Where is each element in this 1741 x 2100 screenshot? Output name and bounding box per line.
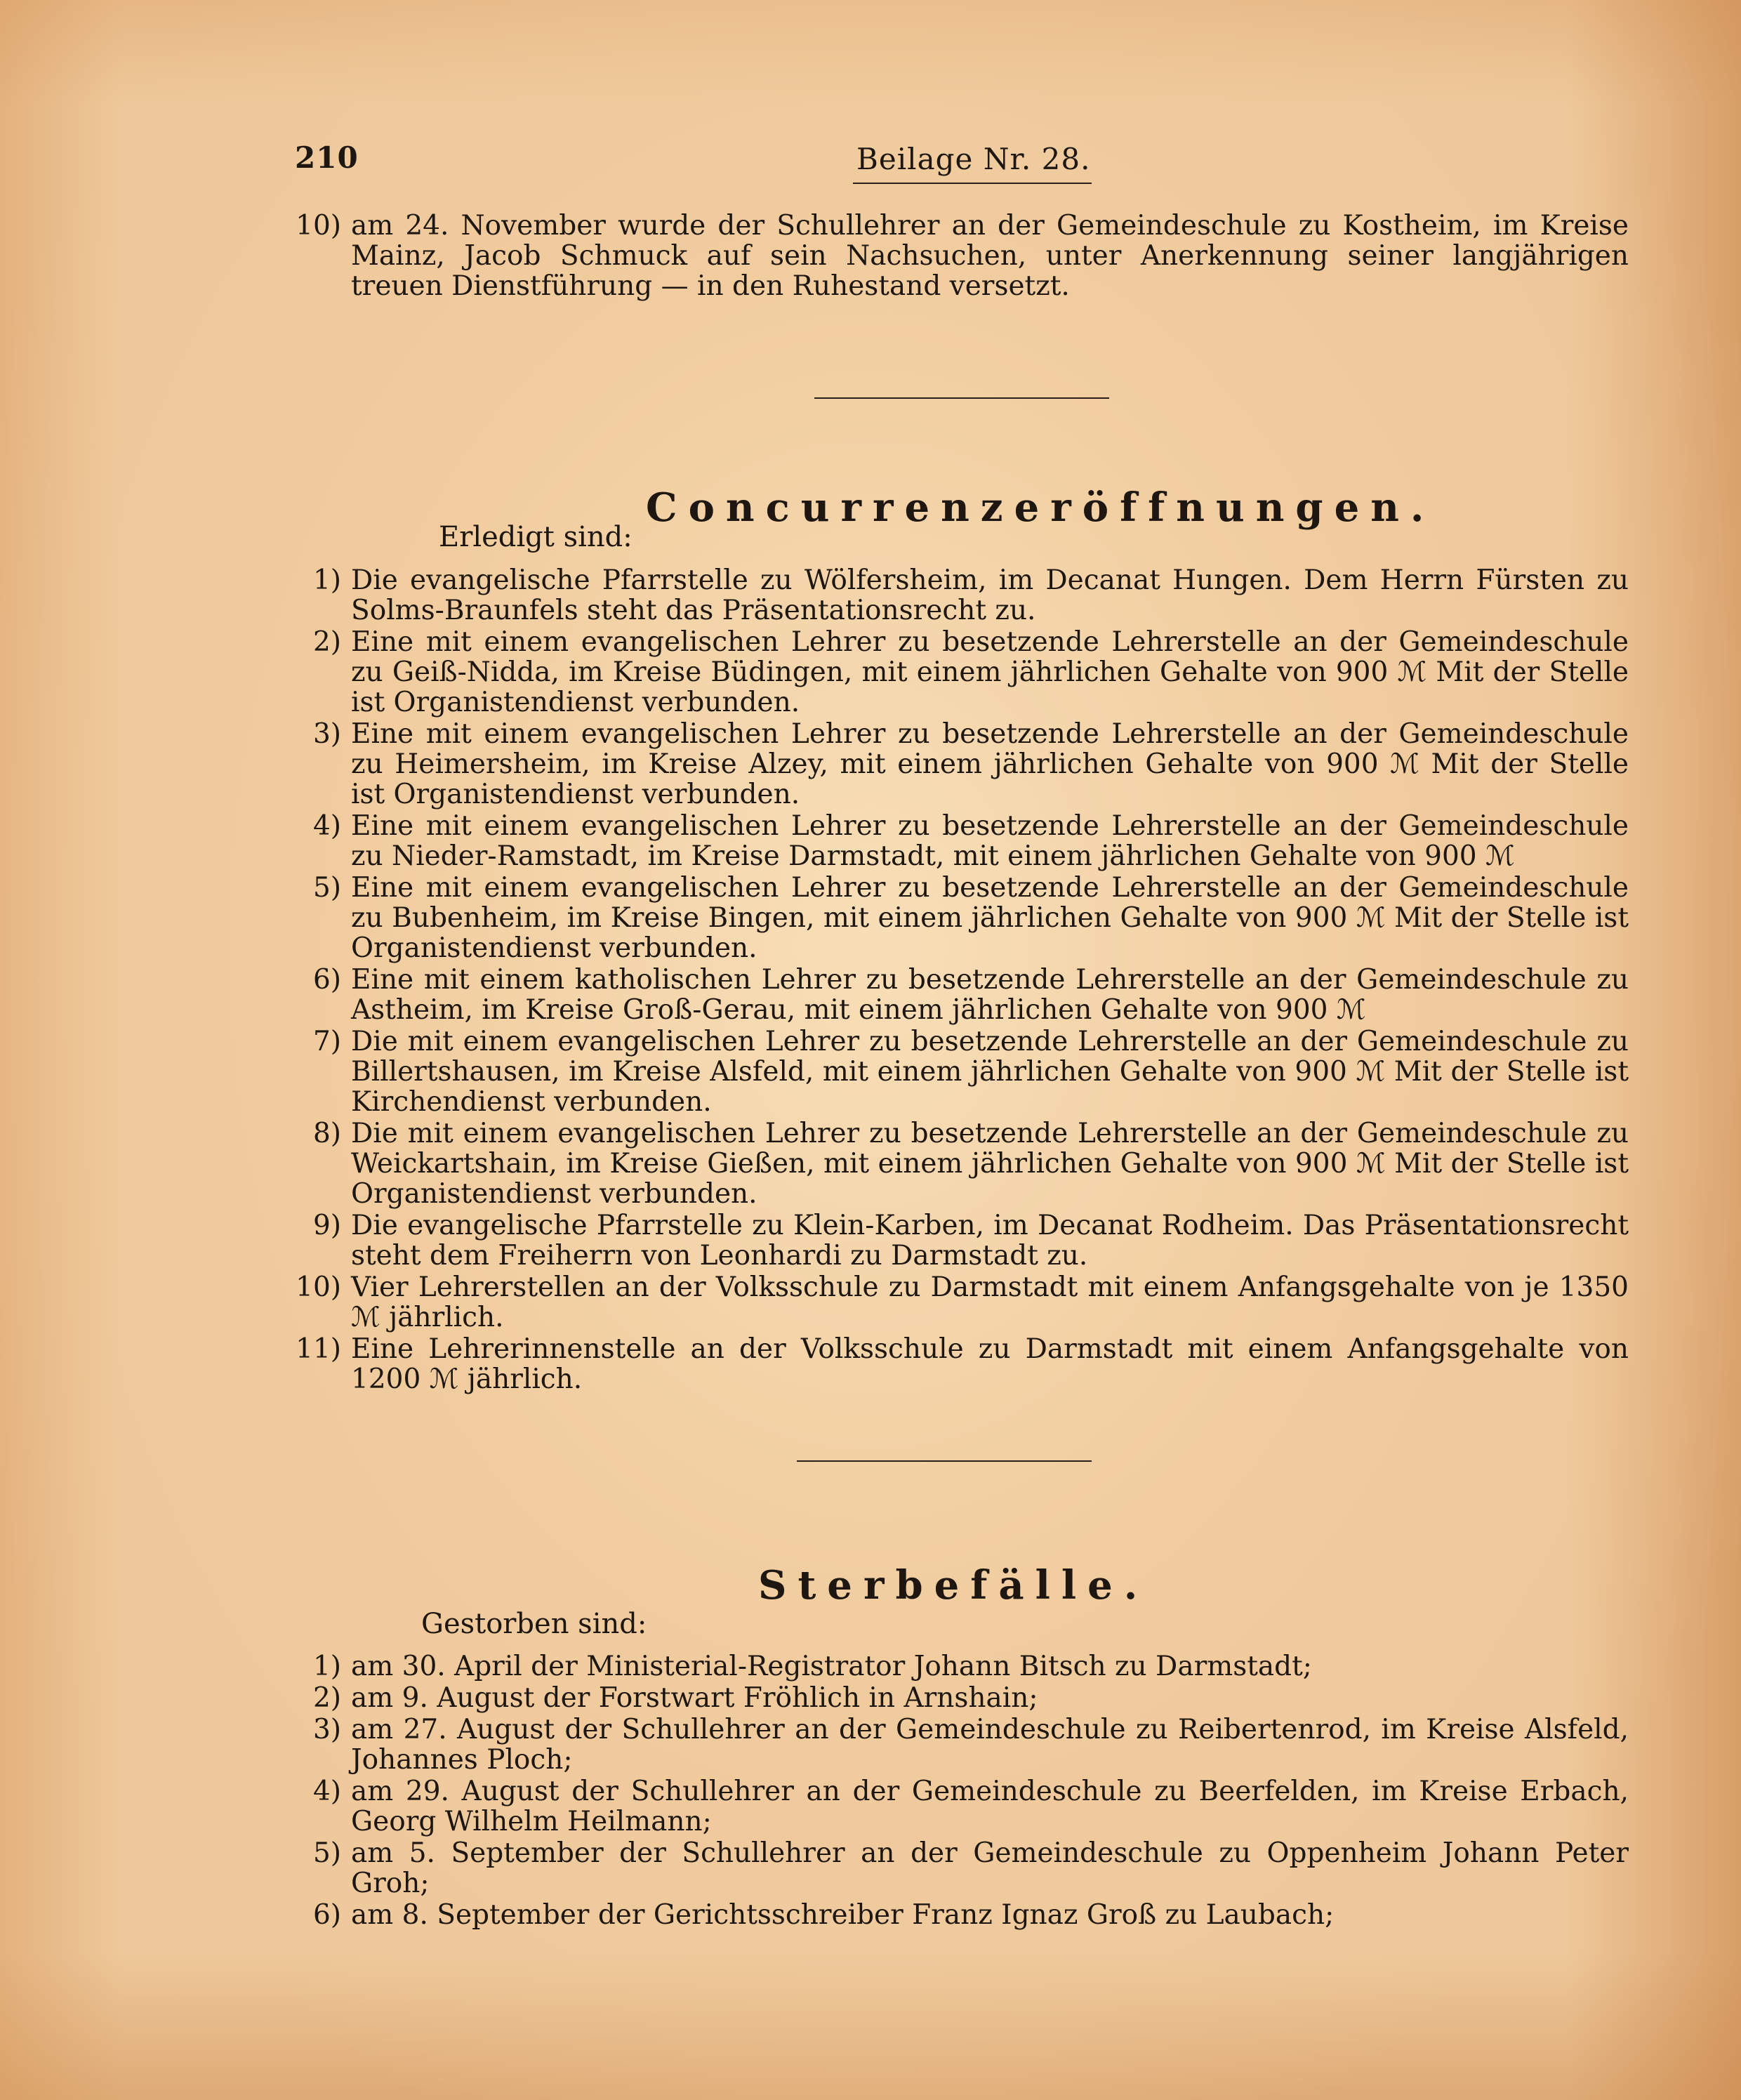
item-text: Die evangelische Pfarrstelle zu Klein-Karben, im Decanat Rodheim. Das Präsentationsrecht steht dem Freiherrn von Leonhardi zu Darmstadt zu.	[351, 1210, 1629, 1272]
item-number: 4)	[312, 810, 341, 842]
list-item	[295, 1715, 1629, 1775]
item-number: 3)	[312, 1714, 341, 1745]
page-header	[295, 140, 1650, 190]
list-item	[295, 565, 1629, 626]
list-item	[295, 1776, 1629, 1837]
sterbefaelle-list	[295, 1651, 1629, 1931]
item-number: 4)	[312, 1776, 341, 1807]
list-item	[295, 1026, 1629, 1117]
item-text: Eine mit einem evangelischen Lehrer zu besetzende Lehrerstelle an der Gemeindeschule zu Geiß-Nidda, im Kreise Büdingen, mit einem jährlichen Gehalte von 900 ℳ Mit der Stelle ist Organistendienst verbunden.	[351, 626, 1629, 718]
list-item	[295, 1334, 1629, 1394]
list-item	[295, 1210, 1629, 1271]
list-item	[295, 873, 1629, 963]
item-number: 10)	[296, 1272, 341, 1303]
item-text: Eine mit einem evangelischen Lehrer zu besetzende Lehrerstelle an der Gemeindeschule zu Bubenheim, im Kreise Bingen, mit einem jährlichen Gehalte von 900 ℳ Mit der Stelle ist Organistendienst verbunden.	[351, 872, 1629, 964]
item-number: 6)	[312, 1899, 341, 1931]
list-item	[295, 965, 1629, 1025]
item-text: Eine mit einem katholischen Lehrer zu besetzende Lehrerstelle an der Gemeindeschule zu Astheim, im Kreise Groß-Gerau, mit einem jährlichen Gehalte von 900 ℳ	[351, 964, 1629, 1026]
list-item	[295, 811, 1629, 871]
item-text: Eine mit einem evangelischen Lehrer zu besetzende Lehrerstelle an der Gemeindeschule zu Heimersheim, im Kreise Alzey, mit einem jährlichen Gehalte von 900 ℳ Mit der Stelle ist Organistendienst verbunden.	[351, 718, 1629, 810]
item-number: 3)	[312, 718, 341, 750]
item-text: am 27. August der Schullehrer an der Gemeindeschule zu Reibertenrod, im Kreise Alsfeld, Johannes Ploch;	[351, 1714, 1629, 1776]
item-text: am 29. August der Schullehrer an der Gemeindeschule zu Beerfelden, im Kreise Erbach, Georg Wilhelm Heilmann;	[351, 1776, 1629, 1837]
item-number: 6)	[312, 964, 341, 996]
item-text: Vier Lehrerstellen an der Volksschule zu Darmstadt mit einem Anfangsgehalte von je 1350 ℳ jährlich.	[351, 1272, 1629, 1333]
item-text: am 30. April der Ministerial-Registrator Johann Bitsch zu Darmstadt;	[351, 1651, 1312, 1682]
list-item	[295, 1900, 1629, 1930]
item-number: 5)	[312, 872, 341, 904]
item-number: 2)	[312, 1682, 341, 1714]
section-title-concurrenz: Concurrenzeröffnungen.	[646, 484, 1436, 531]
section-divider	[814, 397, 1109, 399]
running-title: Beilage Nr. 28.	[856, 142, 1091, 176]
item-number: 1)	[312, 1651, 341, 1682]
section-intro-sterbefaelle: Gestorben sind:	[421, 1608, 647, 1640]
section-intro-concurrenz: Erledigt sind:	[439, 521, 633, 553]
item-text: Die evangelische Pfarrstelle zu Wölfersheim, im Decanat Hungen. Dem Herrn Fürsten zu Solms-Braunfels steht das Präsentationsrecht zu.	[351, 564, 1629, 626]
list-item	[295, 1683, 1629, 1713]
list-item	[295, 627, 1629, 718]
list-item	[295, 1118, 1629, 1209]
item-number: 2)	[312, 626, 341, 658]
list-item	[295, 1651, 1629, 1682]
item-text: am 5. September der Schullehrer an der Gemeindeschule zu Oppenheim Johann Peter Groh;	[351, 1837, 1629, 1899]
item-number: 11)	[296, 1333, 341, 1365]
item-text: Eine mit einem evangelischen Lehrer zu besetzende Lehrerstelle an der Gemeindeschule zu Nieder-Ramstadt, im Kreise Darmstadt, mit einem jährlichen Gehalte von 900 ℳ	[351, 810, 1629, 872]
item-text: am 8. September der Gerichtsschreiber Franz Ignaz Groß zu Laubach;	[351, 1899, 1335, 1931]
item-text: Die mit einem evangelischen Lehrer zu besetzende Lehrerstelle an der Gemeindeschule zu Weickartshain, im Kreise Gießen, mit einem jährlichen Gehalte von 900 ℳ Mit der Stelle ist Organistendienst verbunden.	[351, 1118, 1629, 1210]
page-number: 210	[295, 140, 359, 175]
list-item	[295, 211, 1629, 301]
list-item	[295, 1838, 1629, 1898]
list-item	[295, 719, 1629, 810]
running-title-underline	[853, 183, 1092, 184]
item-number: 8)	[312, 1118, 341, 1149]
item-number: 5)	[312, 1837, 341, 1869]
item-number: 9)	[312, 1210, 341, 1241]
list-item	[295, 1272, 1629, 1333]
item-text: am 9. August der Forstwart Fröhlich in Arnshain;	[351, 1682, 1038, 1714]
concurrenz-list	[295, 565, 1629, 1396]
section-divider	[797, 1460, 1092, 1462]
item-text: Die mit einem evangelischen Lehrer zu besetzende Lehrerstelle an der Gemeindeschule zu Billertshausen, im Kreise Alsfeld, mit einem jährlichen Gehalte von 900 ℳ Mit der Stelle ist Kirchendienst verbunden.	[351, 1026, 1629, 1118]
item-text: am 24. November wurde der Schullehrer an der Gemeindeschule zu Kostheim, im Kreise Mainz, Jacob Schmuck auf sein Nachsuchen, unter Anerkennung seiner langjährigen treuen Dienstführung — in den Ruhestand versetzt.	[351, 210, 1629, 302]
item-number: 10)	[296, 210, 341, 242]
item-number: 1)	[312, 564, 341, 596]
item-text: Eine Lehrerinnenstelle an der Volksschule zu Darmstadt mit einem Anfangsgehalte von 1200 ℳ jährlich.	[351, 1333, 1629, 1395]
previous-list	[295, 211, 1629, 303]
section-title-sterbefaelle: Sterbefälle.	[758, 1562, 1149, 1609]
item-number: 7)	[312, 1026, 341, 1057]
